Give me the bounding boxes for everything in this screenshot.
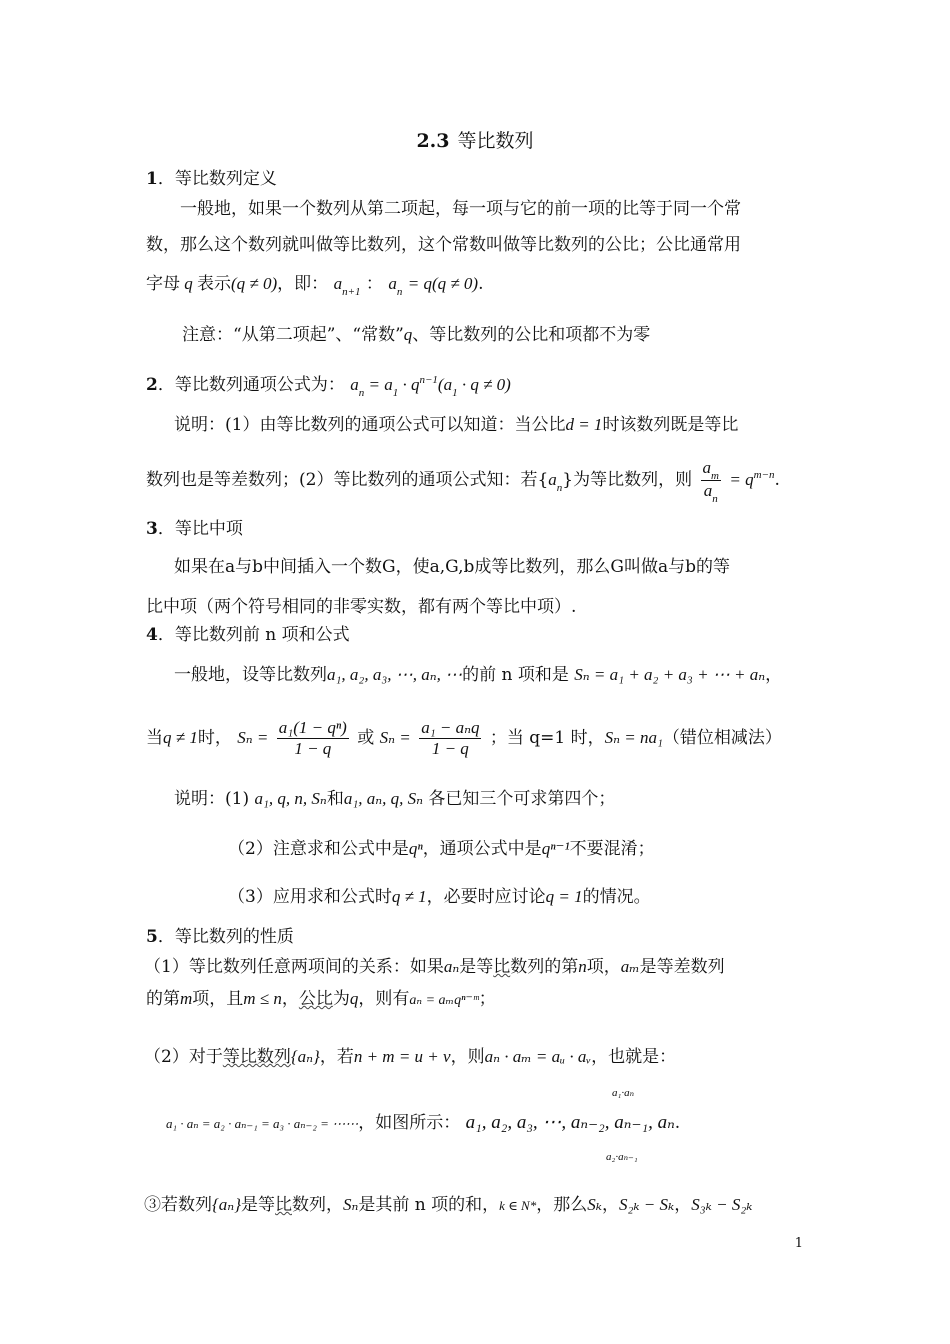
diagram-top-label: a₁·aₙ bbox=[612, 1087, 635, 1099]
s4-sum-formula: 当q ≠ 1时， Sₙ = $\frac{\text{a₁(1 − qⁿ)}}{1 - q}$ 或 Sₙ = $\frac{\text{a₁ − aₙq}}{1 - q}$ ；当 q=1 时，Sₙ = na₁（错位相减法） bbox=[146, 718, 782, 758]
s4-paragraph-1: 一般地，设等比数列a₁, a₂, a₃, ⋯, aₙ, ⋯的前 n 项和是 Sₙ = a₁ + a₂ + a₃ + ⋯ + aₙ， bbox=[174, 665, 783, 685]
s3-paragraph-1: 如果在a与b中间插入一个数G，使a,G,b成等比数列，那么G叫做a与b的等 bbox=[174, 557, 730, 577]
section-4-heading: 4．等比数列前 n 项和公式 bbox=[146, 625, 350, 645]
s4-note-1: 说明：(1) a₁, q, n, Sₙ和a₁, aₙ, q, Sₙ 各已知三个可求第四个； bbox=[174, 789, 616, 809]
diagram-bottom-label: a₂·aₙ₋₁ bbox=[606, 1151, 638, 1163]
s1-note: 注意：“从第二项起”、“常数”q、等比数列的公比和项都不为零 bbox=[182, 325, 651, 345]
s5-paragraph-1: （1）等比数列任意两项间的关系：如果aₙ是等比数列的第n项，aₘ是等差数列 bbox=[144, 957, 725, 977]
sum-fraction-2: $\frac{\text{a₁ − aₙq}}{1 - q}$ bbox=[421, 718, 480, 758]
s5-paragraph-5: ③若数列{aₙ}是等比数列，Sₙ是其前 n 项的和，k ∈ N*，那么Sₖ，S₂ₖ − Sₖ，S₃ₖ − S₂ₖ bbox=[144, 1195, 753, 1215]
ratio-fraction: $\frac{a_m}{a_n}$ bbox=[702, 458, 719, 505]
section-2-heading: 2．等比数列通项公式为： $a_n = a_1 \cdot q^{n-1}(a_1 \cdot q \ne 0)$ bbox=[146, 374, 511, 399]
page-title: 2.3 等比数列 bbox=[416, 130, 534, 152]
s5-paragraph-4: a₁ · aₙ = a₂ · aₙ₋₁ = a₃ · aₙ₋₂ = ⋯⋯，如图所示： a₁, a₂, a₃, ⋯, aₙ₋₂, aₙ₋₁, aₙ. bbox=[166, 1112, 681, 1133]
s4-note-2: （2）注意求和公式中是qⁿ，通项公式中是qⁿ⁻¹不要混淆； bbox=[228, 839, 655, 859]
s2-note-1: 说明：(1）由等比数列的通项公式可以知道：当公比d = 1时该数列既是等比 bbox=[174, 415, 739, 435]
section-5-heading: 5．等比数列的性质 bbox=[146, 927, 294, 947]
s1-paragraph-1: 一般地，如果一个数列从第二项起，每一项与它的前一项的比等于同一个常 bbox=[180, 199, 741, 219]
s3-paragraph-2: 比中项（两个符号相同的非零实数，都有两个等比中项）. bbox=[146, 597, 577, 617]
page-number: 1 bbox=[794, 1236, 803, 1251]
s2-note-2: 数列也是等差数列；(2）等比数列的通项公式知：若$\{a_n\}$为等比数列，则 $\frac{a_m}{a_n}$ = $q^{m-n}$. bbox=[146, 458, 780, 505]
s5-paragraph-2: 的第m项，且m ≤ n，公比为q，则有aₙ = aₘqⁿ⁻ᵐ； bbox=[146, 989, 496, 1009]
sum-fraction-1: $\frac{\text{a₁(1 − qⁿ)}}{1 - q}$ bbox=[278, 718, 347, 758]
s1-paragraph-2: 数，那么这个数列就叫做等比数列，这个常数叫做等比数列的公比；公比通常用 bbox=[146, 235, 741, 255]
s1-paragraph-3: 字母 q 表示(q ≠ 0)，即： $a_{n+1}$ ： $a_n = q(q \ne 0)$. bbox=[146, 274, 484, 298]
s4-note-3: （3）应用求和公式时q ≠ 1，必要时应讨论q = 1的情况。 bbox=[228, 887, 651, 907]
section-1-heading: 1．等比数列定义 bbox=[146, 169, 277, 189]
section-3-heading: 3．等比中项 bbox=[146, 519, 243, 539]
s5-paragraph-3: （2）对于等比数列{aₙ}，若n + m = u + v，则aₙ · aₘ = aᵤ · aᵥ，也就是： bbox=[144, 1047, 677, 1067]
